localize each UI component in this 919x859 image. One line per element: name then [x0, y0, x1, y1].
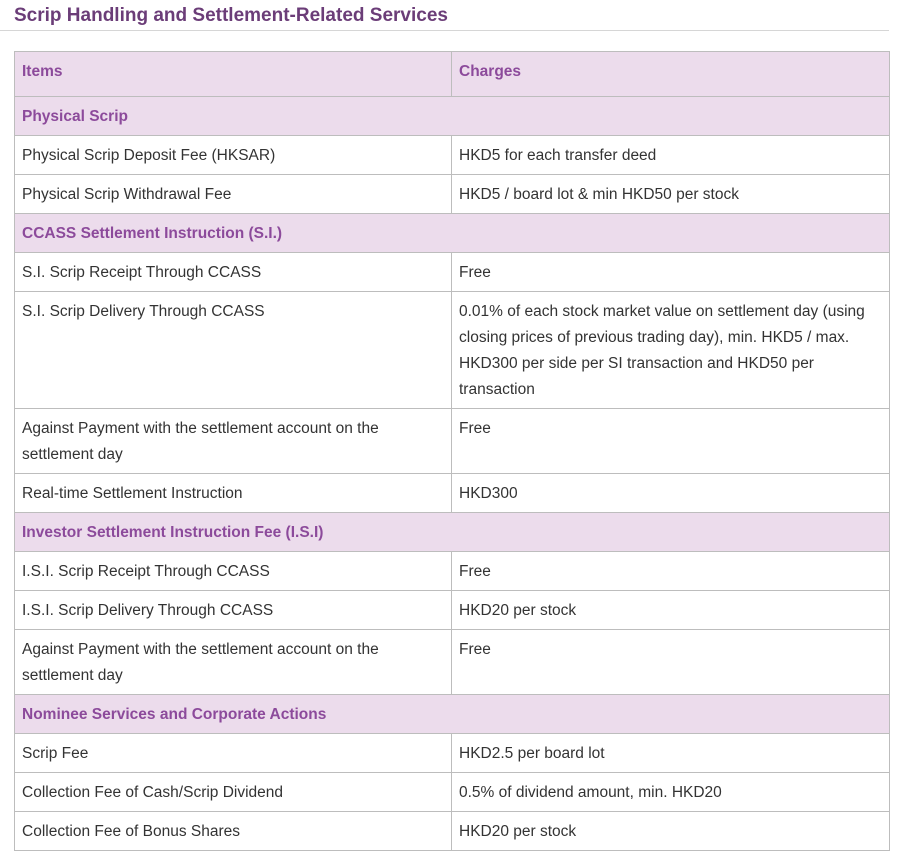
section-title: Physical Scrip: [15, 97, 890, 136]
item-cell: Collection Fee of Cash/Scrip Dividend: [15, 773, 452, 812]
charge-cell: 0.5% of dividend amount, min. HKD20: [452, 773, 890, 812]
fee-table: [14, 51, 890, 851]
section-title: Nominee Services and Corporate Actions: [15, 695, 890, 734]
item-cell: Collection Fee of Bonus Shares: [15, 812, 452, 851]
item-cell: Real-time Settlement Instruction: [15, 474, 452, 513]
item-cell: I.S.I. Scrip Receipt Through CCASS: [15, 552, 452, 591]
table-row: [15, 552, 890, 591]
item-cell: Scrip Fee: [15, 734, 452, 773]
item-cell: Against Payment with the settlement account on the settlement day: [15, 630, 452, 695]
charge-cell: HKD20 per stock: [452, 591, 890, 630]
column-header-items: Items: [15, 52, 452, 97]
charge-cell: Free: [452, 630, 890, 695]
table-row: [15, 474, 890, 513]
charge-cell: HKD5 for each transfer deed: [452, 136, 890, 175]
section-row: [15, 513, 890, 552]
table-row: [15, 253, 890, 292]
charge-cell: Free: [452, 552, 890, 591]
table-row: [15, 175, 890, 214]
charge-cell: 0.01% of each stock market value on settlement day (using closing prices of previous trading day), min. HKD5 / max. HKD300 per side per SI transaction and HKD50 per transaction: [452, 292, 890, 409]
charge-cell: HKD300: [452, 474, 890, 513]
charge-cell: HKD20 per stock: [452, 812, 890, 851]
section-row: [15, 214, 890, 253]
item-cell: S.I. Scrip Receipt Through CCASS: [15, 253, 452, 292]
section-row: [15, 97, 890, 136]
item-cell: S.I. Scrip Delivery Through CCASS: [15, 292, 452, 409]
item-cell: Physical Scrip Withdrawal Fee: [15, 175, 452, 214]
item-cell: I.S.I. Scrip Delivery Through CCASS: [15, 591, 452, 630]
table-row: [15, 292, 890, 409]
item-cell: Physical Scrip Deposit Fee (HKSAR): [15, 136, 452, 175]
table-row: [15, 136, 890, 175]
page-title: Scrip Handling and Settlement-Related Services: [14, 5, 448, 26]
charge-cell: Free: [452, 253, 890, 292]
table-row: [15, 409, 890, 474]
column-header-charges: Charges: [452, 52, 890, 97]
charge-cell: HKD5 / board lot & min HKD50 per stock: [452, 175, 890, 214]
section-title: Investor Settlement Instruction Fee (I.S.I): [15, 513, 890, 552]
table-row: [15, 773, 890, 812]
table-row: [15, 591, 890, 630]
section-title: CCASS Settlement Instruction (S.I.): [15, 214, 890, 253]
item-cell: Against Payment with the settlement account on the settlement day: [15, 409, 452, 474]
table-row: [15, 812, 890, 851]
title-divider: [0, 30, 889, 31]
charge-cell: Free: [452, 409, 890, 474]
table-row: [15, 630, 890, 695]
table-row: [15, 734, 890, 773]
section-row: [15, 695, 890, 734]
header-row: [15, 52, 890, 97]
charge-cell: HKD2.5 per board lot: [452, 734, 890, 773]
